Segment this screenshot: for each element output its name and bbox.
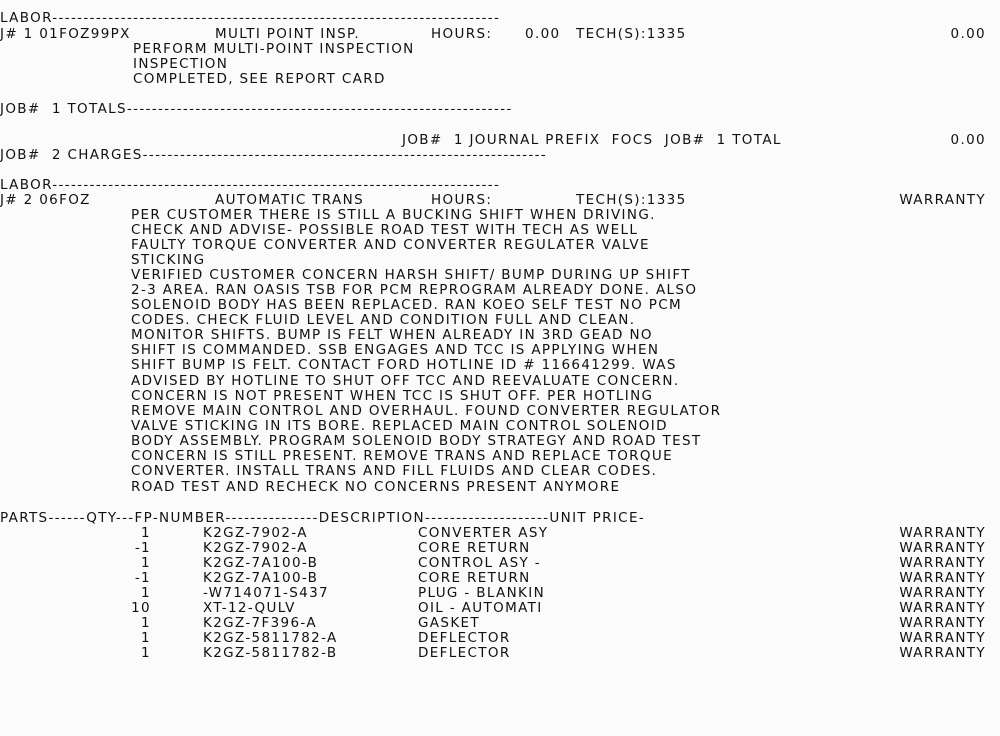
job1-labor-rule: LABOR------------------------------------------------------------------------ [0, 10, 501, 26]
job1-op-description: MULTI POINT INSP. [215, 26, 361, 42]
job2-story-line: VERIFIED CUSTOMER CONCERN HARSH SHIFT/ BUMP DURING UP SHIFT [131, 267, 691, 283]
job2-story-line: FAULTY TORQUE CONVERTER AND CONVERTER REGULATER VALVE [131, 237, 650, 253]
parts-row: -1 K2GZ-7902-A CORE RETURN WARRANTY [134, 540, 986, 556]
parts-row: 1 K2GZ-5811782-B DEFLECTOR WARRANTY [141, 645, 986, 661]
parts-row: 10 XT-12-QULV OIL - AUTOMATI WARRANTY [131, 600, 986, 616]
job1-hours-label: HOURS: [431, 26, 493, 42]
job1-story-line: COMPLETED, SEE REPORT CARD [133, 71, 386, 87]
job2-pay-type: WARRANTY [899, 192, 986, 208]
job1-totals-rule: JOB# 1 TOTALS-------------------------------------------------------------- [0, 101, 513, 117]
job2-labor-rule: LABOR------------------------------------------------------------------------ [0, 177, 501, 193]
job2-op-description: AUTOMATIC TRANS [215, 192, 365, 208]
job2-story-line: 2-3 AREA. RAN OASIS TSB FOR PCM REPROGRAM ALREADY DONE. ALSO [131, 282, 698, 298]
job2-story-line: CONCERN IS STILL PRESENT. REMOVE TRANS AND REPLACE TORQUE [131, 448, 673, 464]
parts-row: -1 K2GZ-7A100-B CORE RETURN WARRANTY [134, 570, 986, 586]
parts-row: 1 -W714071-S437 PLUG - BLANKIN WARRANTY [141, 585, 986, 601]
job2-story-line: CODES. CHECK FLUID LEVEL AND CONDITION FULL AND CLEAN. [131, 312, 636, 328]
job2-story-line: VALVE STICKING IN ITS BORE. REPLACED MAIN CONTROL SOLENOID [131, 418, 668, 434]
parts-row: 1 K2GZ-7F396-A GASKET WARRANTY [141, 615, 986, 631]
job1-story-line: INSPECTION [133, 56, 229, 72]
job2-story-line: MONITOR SHIFTS. BUMP IS FELT WHEN ALREADY IN 3RD GEAD NO [131, 327, 653, 343]
job2-tech: TECH(S):1335 [576, 192, 687, 208]
job2-labor-line [0, 193, 1000, 208]
job1-tech: TECH(S):1335 [576, 26, 687, 42]
job2-story-line: SHIFT BUMP IS FELT. CONTACT FORD HOTLINE ID # 116641299. WAS [131, 357, 677, 373]
job2-story-line: BODY ASSEMBLY. PROGRAM SOLENOID BODY STRATEGY AND ROAD TEST [131, 433, 702, 449]
job2-line-id: J# 2 06FOZ [0, 192, 91, 208]
job1-journal-text: JOB# 1 JOURNAL PREFIX FOCS JOB# 1 TOTAL [402, 132, 782, 148]
job2-story-line: SOLENOID BODY HAS BEEN REPLACED. RAN KOEO SELF TEST NO PCM [131, 297, 682, 313]
job2-hours-label: HOURS: [431, 192, 493, 208]
job2-story-line: STICKING [131, 252, 206, 268]
job2-story-line: CHECK AND ADVISE- POSSIBLE ROAD TEST WITH TECH AS WELL [131, 222, 639, 238]
job2-story-line: ADVISED BY HOTLINE TO SHUT OFF TCC AND REEVALUATE CONCERN. [131, 373, 680, 389]
parts-row: 1 K2GZ-7A100-B CONTROL ASY - WARRANTY [141, 555, 986, 571]
parts-row: 1 K2GZ-5811782-A DEFLECTOR WARRANTY [141, 630, 986, 646]
job2-charges-rule: JOB# 2 CHARGES----------------------------------------------------------------- [0, 147, 548, 163]
parts-row: 1 K2GZ-7902-A CONVERTER ASY WARRANTY [141, 525, 986, 541]
parts-header: PARTS------QTY---FP-NUMBER---------------DESCRIPTION--------------------UNIT PRICE- [0, 510, 646, 526]
job1-line-id: J# 1 01FOZ99PX [0, 26, 131, 42]
job1-journal-total: 0.00 [950, 132, 986, 148]
job2-story-line: ROAD TEST AND RECHECK NO CONCERNS PRESENT ANYMORE [131, 479, 621, 495]
job2-story-line: PER CUSTOMER THERE IS STILL A BUCKING SHIFT WHEN DRIVING. [131, 207, 656, 223]
job2-story-line: REMOVE MAIN CONTROL AND OVERHAUL. FOUND CONVERTER REGULATOR [131, 403, 722, 419]
job2-story-line: SHIFT IS COMMANDED. SSB ENGAGES AND TCC IS APPLYING WHEN [131, 342, 660, 358]
job1-journal-line [0, 133, 1000, 148]
job1-labor-line [0, 27, 1000, 42]
job1-hours-value: 0.00 [525, 26, 561, 42]
job2-story-line: CONVERTER. INSTALL TRANS AND FILL FLUIDS AND CLEAR CODES. [131, 463, 658, 479]
job2-story-line: CONCERN IS NOT PRESENT WHEN TCC IS SHUT OFF. PER HOTLING [131, 388, 654, 404]
job1-story-line: PERFORM MULTI-POINT INSPECTION [133, 41, 415, 57]
job1-amount: 0.00 [950, 26, 986, 42]
